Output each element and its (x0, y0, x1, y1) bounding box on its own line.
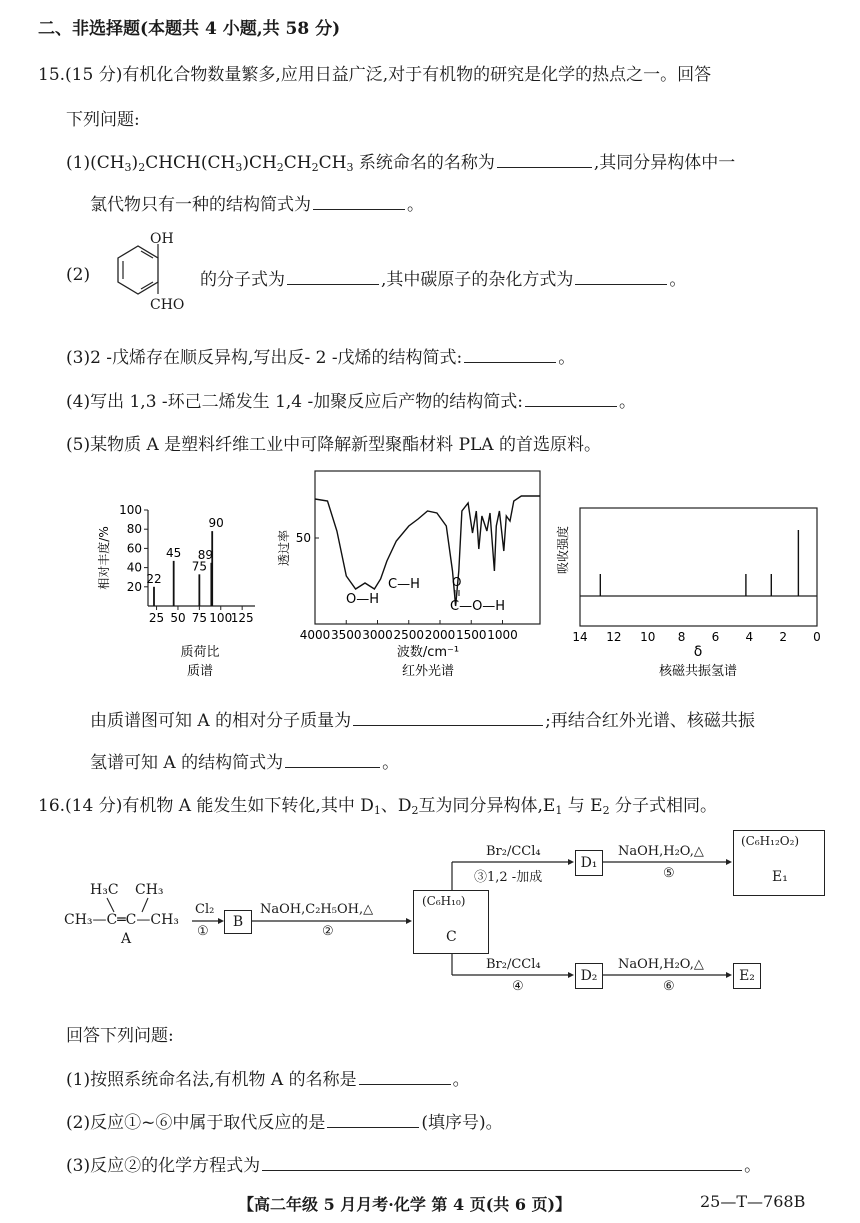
footer-page-info: 【高二年级 5 月月考·化学 第 4 页(共 6 页)】 (238, 1195, 572, 1214)
answer-blank[interactable] (285, 751, 380, 768)
ir-annotation-o: O (452, 575, 462, 589)
r2-number: ② (322, 924, 334, 939)
q15-part4: (4)写出 1,3 -环己二烯发生 1,4 -加聚反应后产物的结构简式: 。 (66, 392, 636, 412)
answer-blank[interactable] (327, 1111, 419, 1128)
answer-blank[interactable] (313, 193, 405, 210)
ms-peak-label: 90 (208, 516, 224, 531)
oh-label: OH (150, 231, 174, 247)
compound-e2-box: E₂ (733, 963, 761, 989)
q16-part1: (1)按照系统命名法,有机物 A 的名称是 。 (66, 1070, 470, 1090)
nmr-chart (555, 498, 830, 688)
ir-annotation-coh: C—O—H (450, 599, 506, 614)
nmr-x-tick-label: 6 (711, 630, 720, 644)
ms-y-label: 相对丰度/% (97, 526, 111, 590)
r5-number: ⑤ (663, 866, 675, 881)
a-label: A (121, 931, 132, 947)
e1-formula: (C₆H₁₂O₂) (741, 834, 800, 848)
nmr-caption: 核磁共振氢谱 (658, 664, 738, 679)
q16-answer-intro: 回答下列问题: (66, 1026, 174, 1046)
ir-x-tick-label: 2000 (424, 628, 456, 642)
ir-annotation-oh: O—H (346, 592, 380, 607)
cho-label: CHO (150, 297, 185, 313)
compound-e1-box (733, 830, 825, 896)
ms-y-tick-label: 20 (126, 579, 142, 594)
nmr-x-tick-label: 0 (813, 630, 821, 644)
r1-reagent: Cl₂ (195, 902, 215, 917)
ir-x-tick-label: 3500 (330, 628, 362, 642)
ms-peak-label: 45 (166, 545, 182, 560)
ms-peak-label: 89 (197, 547, 213, 562)
a-methyl-left: H₃C (90, 882, 119, 898)
nmr-x-tick-label: 4 (745, 630, 754, 644)
ir-y-label: 透过率 (277, 529, 291, 567)
ir-x-tick-label: 3000 (362, 628, 393, 642)
q15-stem-line2: 下列问题: (66, 110, 140, 130)
ms-x-tick-label: 100 (209, 611, 233, 625)
r4-number: ④ (512, 979, 524, 994)
answer-blank[interactable] (262, 1154, 742, 1171)
ir-x-tick-label: 4000 (299, 628, 331, 642)
c-formula: (C₆H₁₀) (422, 894, 466, 908)
r5-reagent: NaOH,H₂O,△ (618, 844, 704, 859)
nmr-x-label: δ (693, 644, 703, 660)
nmr-x-tick-label: 12 (606, 630, 622, 644)
r2-reagent: NaOH,C₂H₅OH,△ (260, 902, 374, 917)
ir-y-tick-label: 50 (295, 531, 311, 545)
ir-caption: 红外光谱 (401, 664, 455, 679)
q16-part2: (2)反应①~⑥中属于取代反应的是 (填序号)。 (66, 1113, 503, 1133)
e1-label: E₁ (772, 869, 788, 885)
q15-part5-line1: 由质谱图可知 A 的相对分子质量为 ;再结合红外光谱、核磁共振 (90, 711, 755, 731)
ms-y-tick-label: 40 (126, 560, 142, 575)
compound-c-box (413, 890, 489, 954)
q16-stem: 16.(14 分)有机物 A 能发生如下转化,其中 $D_1$、$D_2$互为同分异构体$,E_1$ 与 $E_2$ 分子式相同。 (38, 796, 717, 817)
q15-part2-label: (2) (66, 265, 91, 285)
r3-number: ③1,2 -加成 (474, 870, 543, 885)
ms-y-tick-label: 100 (119, 503, 142, 517)
footer-code: 25—T—768B (700, 1192, 806, 1211)
answer-blank[interactable] (287, 268, 379, 285)
ms-x-tick-label: 75 (191, 611, 208, 625)
r6-reagent: NaOH,H₂O,△ (618, 957, 704, 972)
nmr-x-tick-label: 2 (779, 630, 787, 644)
answer-blank[interactable] (497, 151, 592, 168)
answer-blank[interactable] (353, 709, 543, 726)
ir-x-tick-label: 1500 (455, 628, 487, 642)
ms-x-tick-label: 125 (230, 611, 254, 625)
q15-part2-text: 的分子式为 ,其中碳原子的杂化方式为 。 (200, 270, 687, 290)
r4-reagent: Br₂/CCl₄ (486, 957, 541, 972)
q15-part1-line1: $(1)(CH_3)_2CHCH(CH_3)CH_2CH_2CH_3$ 系统命名的名称为 ,其同分异构体中一 (66, 153, 736, 174)
q16-part3: (3)反应②的化学方程式为 。 (66, 1156, 762, 1176)
a-methyl-right: CH₃ (135, 882, 164, 898)
ms-peak-label: 75 (191, 559, 208, 574)
mass-spectrum-chart (90, 498, 270, 688)
ir-x-tick-label: 2500 (393, 628, 425, 642)
answer-blank[interactable] (359, 1068, 451, 1085)
ir-spectrum-svg (270, 468, 555, 683)
c-label: C (446, 929, 457, 945)
nmr-svg (555, 498, 830, 683)
ms-x-tick-label: 25 (148, 611, 165, 625)
answer-blank[interactable] (525, 390, 617, 407)
mass-spectrum-svg (90, 498, 270, 683)
ir-x-tick-label: 1000 (487, 628, 518, 642)
q15-part3: (3)2 -戊烯存在顺反异构,写出反- 2 -戊烯的结构简式: 。 (66, 348, 576, 368)
section-title: 二、非选择题(本题共 4 小题,共 58 分) (38, 19, 341, 39)
reaction-scheme (0, 830, 860, 1000)
ms-x-label: 质荷比 (180, 645, 220, 660)
nmr-x-tick-label: 10 (640, 630, 656, 644)
nmr-frame (580, 508, 817, 626)
q15-part5: (5)某物质 A 是塑料纤维工业中可降解新型聚酯材料 PLA 的首选原料。 (66, 435, 601, 455)
ms-peak-label: 22 (146, 571, 162, 586)
compound-d2-box: D₂ (575, 963, 603, 989)
ms-y-tick-label: 80 (126, 522, 142, 537)
answer-blank[interactable] (575, 268, 667, 285)
ms-caption: 质谱 (186, 664, 214, 679)
q15-stem-line1: 15.(15 分)有机化合物数量繁多,应用日益广泛,对于有机物的研究是化学的热点之一。回答 (38, 65, 712, 85)
a-main-chain: CH₃—C═C—CH₃ (64, 912, 179, 928)
ir-x-label: 波数/cm⁻¹ (396, 645, 460, 660)
q15-part1-line2: 氯代物只有一种的结构简式为 。 (90, 195, 424, 215)
ir-annotation-ch: C—H (388, 577, 420, 592)
q15-part5-line2: 氢谱可知 A 的结构简式为 。 (90, 753, 400, 773)
compound-b-box: B (224, 910, 252, 934)
compound-d1-box: D₁ (575, 850, 603, 876)
ms-x-tick-label: 50 (170, 611, 186, 625)
answer-blank[interactable] (464, 346, 556, 363)
nmr-y-label: 吸收强度 (556, 525, 570, 575)
ms-y-tick-label: 60 (126, 541, 142, 556)
ir-spectrum-chart (270, 468, 555, 688)
r3-reagent: Br₂/CCl₄ (486, 844, 541, 859)
nmr-x-tick-label: 14 (572, 630, 588, 644)
r6-number: ⑥ (663, 979, 675, 994)
ir-spectrum-line (315, 496, 540, 606)
r1-number: ① (197, 924, 209, 939)
nmr-x-tick-label: 8 (677, 630, 686, 644)
